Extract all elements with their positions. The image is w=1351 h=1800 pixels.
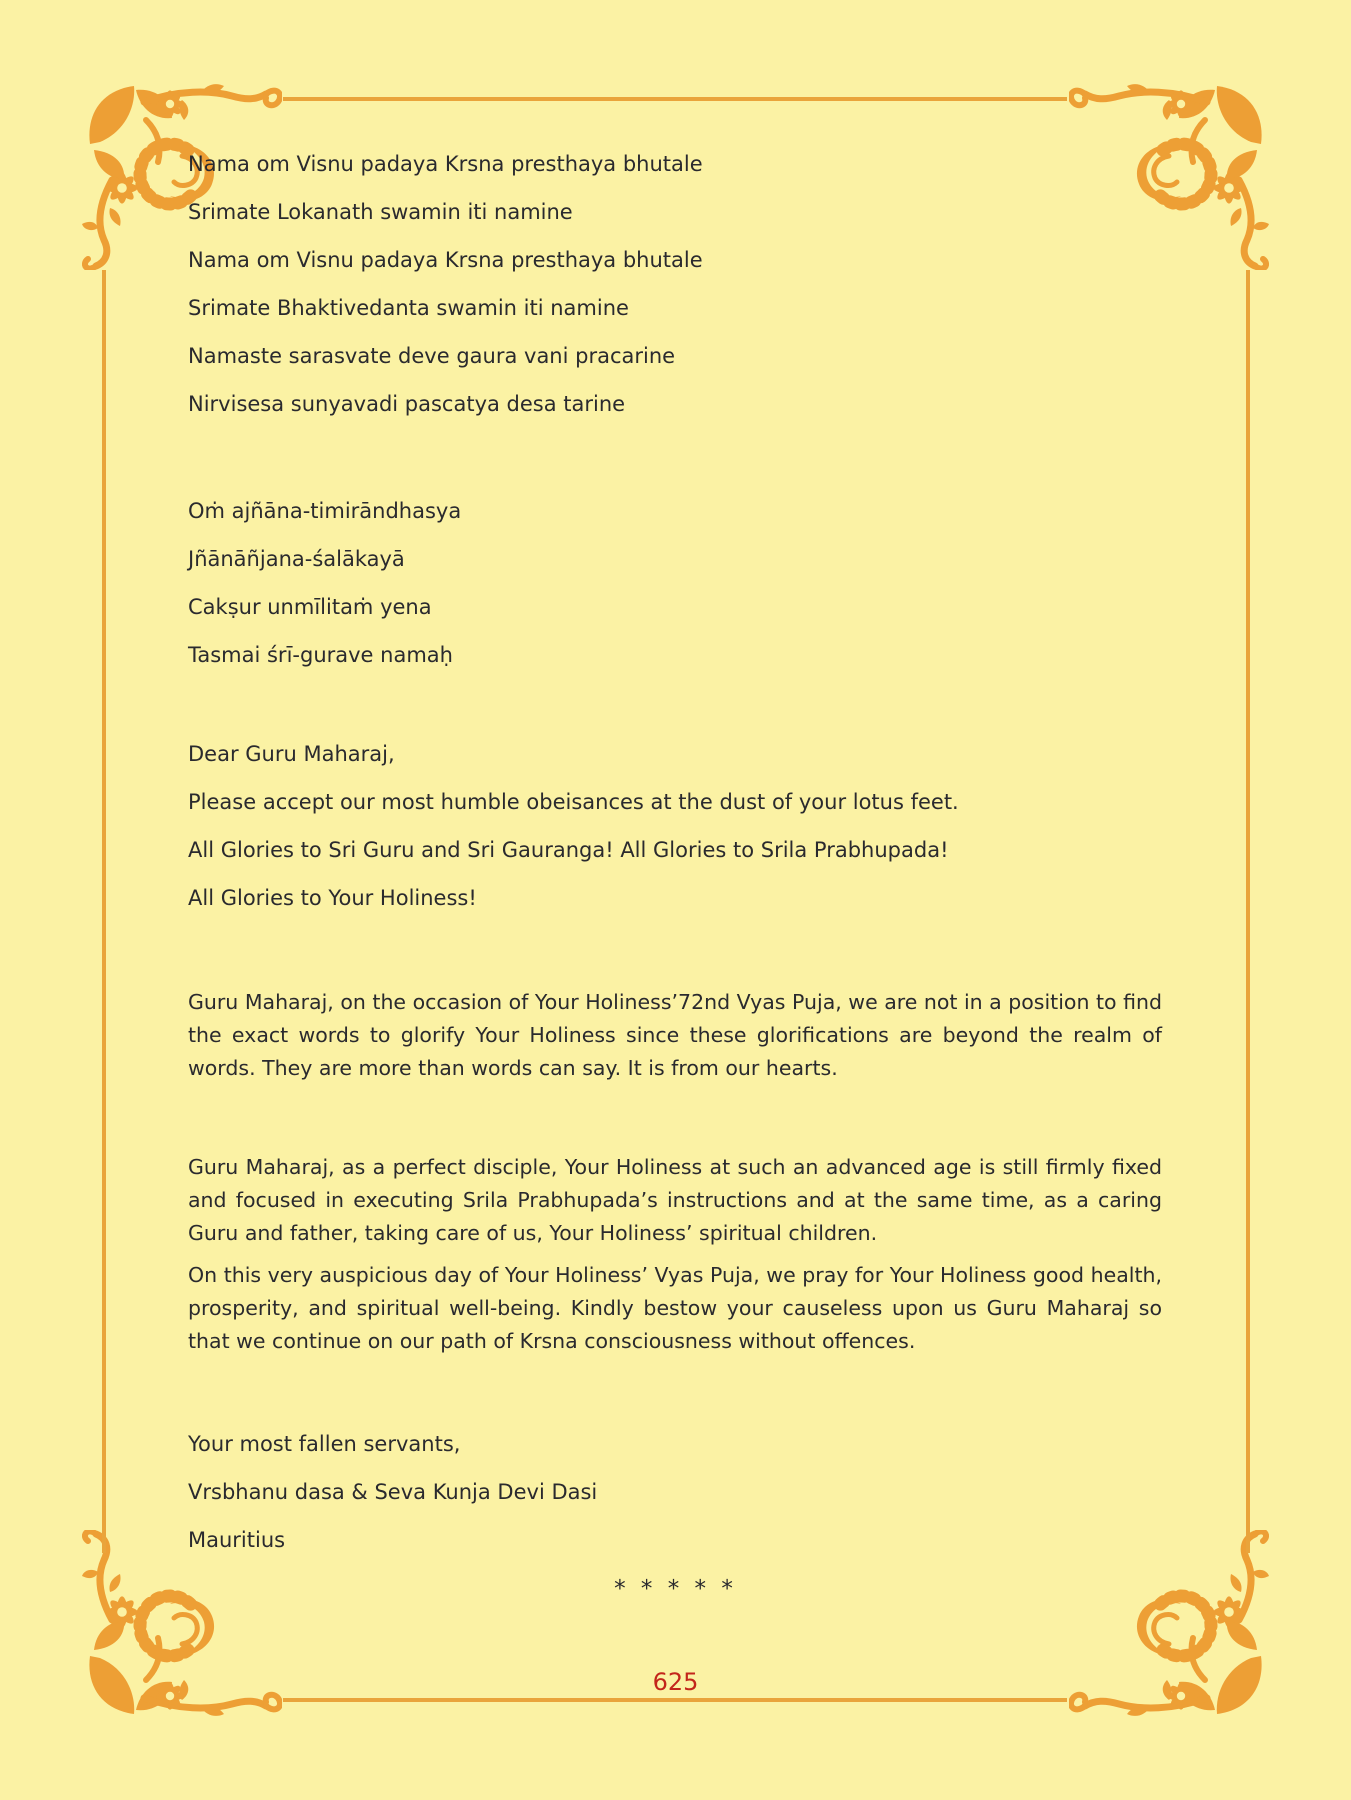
body-paragraph: Guru Maharaj, as a perfect disciple, Your Holiness at such an advanced age is still firmly fixed and focused in executing Srila Prabhupada’s instructions and at the same time, as a caring Guru and father, taking care of us, Your Holiness’ spiritual children. bbox=[188, 1155, 1162, 1245]
salutation-line: All Glories to Your Holiness! bbox=[188, 886, 477, 910]
asterisk-separator: * * * * * bbox=[614, 1576, 737, 1602]
border-line-right bbox=[1246, 270, 1250, 1553]
verse-line: Namaste sarasvate deve gaura vani pracarine bbox=[188, 344, 676, 368]
salutation-line: Dear Guru Maharaj, bbox=[188, 742, 395, 766]
invocation-verse bbox=[188, 140, 1168, 428]
verse-line: Nama om Visnu padaya Krsna presthaya bhutale bbox=[188, 152, 703, 176]
signature-line: Your most fallen servants, bbox=[188, 1432, 461, 1456]
page-number: 625 bbox=[652, 1668, 699, 1696]
border-line-bottom bbox=[283, 1698, 1067, 1702]
body-paragraph: Guru Maharaj, on the occasion of Your Holiness’72nd Vyas Puja, we are not in a position to find the exact words to glorify Your Holiness since these glorifications are beyond the realm of words. They are more than words can say. It is from our hearts. bbox=[188, 990, 1162, 1080]
guru-mantra bbox=[188, 487, 1168, 679]
verse-line: Nirvisesa sunyavadi pascatya desa tarine bbox=[188, 392, 626, 416]
signature-line: Mauritius bbox=[188, 1528, 286, 1552]
body-paragraph: On this very auspicious day of Your Holiness’ Vyas Puja, we pray for Your Holiness good health, prosperity, and spiritual well-being. Kindly bestow your causeless upon us Guru Maharaj so that we continue on our path of Krsna consciousness without offences. bbox=[188, 1263, 1162, 1353]
verse-line: Nama om Visnu padaya Krsna presthaya bhutale bbox=[188, 248, 703, 272]
mantra-line: Cakṣur unmīlitaṁ yena bbox=[188, 595, 432, 619]
mantra-line: Oṁ ajñāna-timirāndhasya bbox=[188, 499, 462, 523]
verse-line: Srimate Bhaktivedanta swamin iti namine bbox=[188, 296, 629, 320]
verse-line: Srimate Lokanath swamin iti namine bbox=[188, 200, 573, 224]
mantra-line: Jñānāñjana-śalākayā bbox=[188, 547, 405, 571]
salutation-line: Please accept our most humble obeisances at the dust of your lotus feet. bbox=[188, 790, 959, 814]
border-line-left bbox=[102, 270, 106, 1553]
signature-block bbox=[188, 1420, 1168, 1564]
salutation-line: All Glories to Sri Guru and Sri Gauranga! All Glories to Srila Prabhupada! bbox=[188, 838, 949, 862]
signature-line: Vrsbhanu dasa & Seva Kunja Devi Dasi bbox=[188, 1480, 598, 1504]
mantra-line: Tasmai śrī-gurave namaḥ bbox=[188, 643, 453, 667]
border-line-top bbox=[283, 97, 1067, 101]
salutation bbox=[188, 730, 1168, 922]
